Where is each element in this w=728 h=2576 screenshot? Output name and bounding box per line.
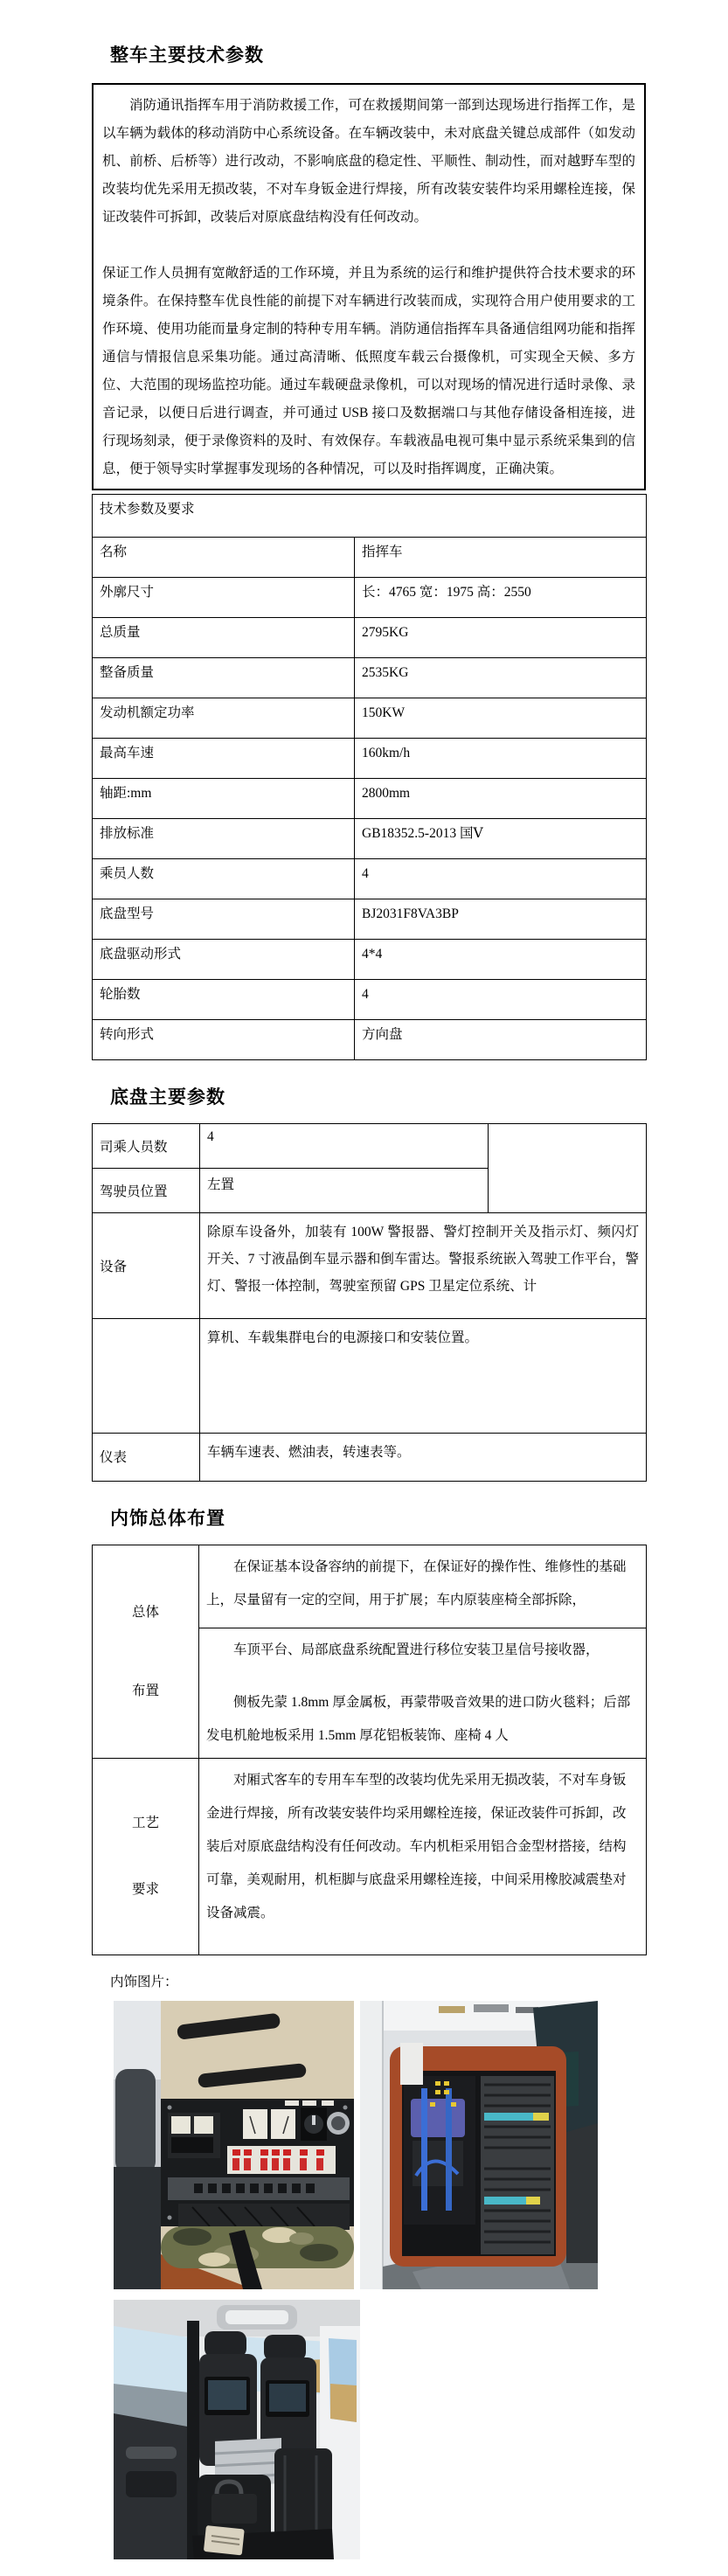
table-row — [93, 859, 647, 899]
table-row — [93, 739, 647, 779]
table-row — [93, 899, 647, 940]
layout-row2-text-2: 侧板先蒙 1.8mm 厚金属板，再蒙带吸音效果的进口防火毯料；后部发电机舱地板采用 1.5mm 厚花铝板装饰、座椅 4 人 — [206, 1695, 631, 1743]
chassis-params-table — [92, 1123, 647, 1482]
param-label-cell: 名称 — [93, 538, 355, 578]
table-row — [93, 698, 647, 739]
param-value-cell: 2800mm — [355, 779, 647, 819]
layout-label-line1: 总体 — [131, 1604, 159, 1620]
param-value-cell: 指挥车 — [355, 538, 647, 578]
param-value-cell: 160km/h — [355, 739, 647, 779]
layout-value-cell — [199, 1628, 647, 1759]
param-label-cell: 发动机额定功率 — [93, 698, 355, 739]
param-label-cell: 轴距:mm — [93, 779, 355, 819]
table-row — [93, 658, 647, 698]
table-row — [93, 779, 647, 819]
intro-paragraph-2: 保证工作人员拥有宽敞舒适的工作环境，并且为系统的运行和维护提供符合技术要求的环境条件。在保持整车优良性能的前提下对车辆进行改装而成，实现符合用户使用要求的工作环境、使用功能而量身定制的特种专用车辆。消防通信指挥车具备通信组网功能和指挥通信与情报信息采集功能。通过高清晰、低照度车载云台摄像机，可实现全天候、多方位、大范围的现场监控功能。通过车载硬盘录像机，可以对现场的情况进行适时录像、录音记录，以便日后进行调查，并可通过 USB 接口及数据端口与其他存储设备相连接，进行现场刻录，便于录像资料的及时、有效保存。车载液晶电视可集中显示系统采集到的信息，便于领导实时掌握事发现场的各种情况，可以及时指挥调度，正确决策。 — [102, 266, 635, 476]
table-row — [93, 1124, 647, 1169]
param-label-cell: 底盘型号 — [93, 899, 355, 940]
param-value-cell: 左置 — [200, 1169, 489, 1213]
craft-label-line2: 要求 — [131, 1882, 159, 1897]
param-value-cell: 除原车设备外，加装有 100W 警报器、警灯控制开关及指示灯、频闪灯开关、7 寸液晶倒车显示器和倒车雷达。警报系统嵌入驾驶工作平台，警灯、警报一体控制，驾驶室预留 GPS 卫星定位系统、计 — [200, 1213, 647, 1319]
intro-paragraph-1: 消防通讯指挥车用于消防救援工作，可在救援期间第一部到达现场进行指挥工作，是以车辆为载体的移动消防中心系统设备。在车辆改装中，未对底盘关键总成部件（如发动机、前桥、后桥等）进行改动，不影响底盘的稳定性、平顺性、制动性，而对越野车型的改装均优先采用无损改装，不对车身钣金进行焊接，所有改装安装件均采用螺栓连接，保证改装件可拆卸，改装后对原底盘结构没有任何改动。 — [102, 98, 635, 225]
photo-row-2 — [114, 2300, 728, 2559]
table-row — [93, 1434, 647, 1482]
param-label-cell: 排放标准 — [93, 819, 355, 859]
section3-title: 内饰总体布置 — [110, 1508, 225, 1529]
empty-cell — [489, 1124, 647, 1213]
param-value-cell: 算机、车载集群电台的电源接口和安装位置。 — [200, 1319, 647, 1434]
param-value-cell: 车辆车速表、燃油表，转速表等。 — [200, 1434, 647, 1482]
empty-label-cell — [93, 1319, 200, 1434]
vehicle-interior-control-panel-photo — [114, 2001, 354, 2289]
interior-layout-table — [92, 1545, 647, 1955]
layout-label-cell — [93, 1545, 199, 1759]
craft-value-cell — [199, 1759, 647, 1955]
table-row — [93, 1213, 647, 1319]
table-row — [93, 1759, 647, 1955]
table-row — [93, 1319, 647, 1434]
photo-row-1 — [114, 2001, 728, 2289]
param-label-cell: 总质量 — [93, 618, 355, 658]
vehicle-rear-seats-photo — [114, 2300, 360, 2559]
tech-params-table-header: 技术参数及要求 — [93, 495, 647, 538]
craft-label-cell — [93, 1759, 199, 1955]
param-label-cell: 乘员人数 — [93, 859, 355, 899]
table-row — [93, 1545, 647, 1628]
param-label-cell: 外廓尺寸 — [93, 578, 355, 618]
param-value-cell: 4*4 — [355, 940, 647, 980]
param-label-cell: 底盘驱动形式 — [93, 940, 355, 980]
table-row — [93, 819, 647, 859]
param-value-cell: 4 — [200, 1124, 489, 1169]
table-header-row — [93, 495, 647, 538]
vehicle-equipment-rack-photo — [360, 2001, 598, 2289]
photos-section-label: 内饰图片： — [110, 1975, 178, 1989]
table-row — [93, 980, 647, 1020]
param-value-cell: 150KW — [355, 698, 647, 739]
table-row — [93, 940, 647, 980]
param-value-cell: GB18352.5-2013 国Ⅴ — [355, 819, 647, 859]
table-row — [93, 1020, 647, 1060]
param-value-cell: 2795KG — [355, 618, 647, 658]
param-label-cell: 整备质量 — [93, 658, 355, 698]
layout-value-cell — [199, 1545, 647, 1628]
table-row — [93, 618, 647, 658]
param-value-cell: BJ2031F8VA3BP — [355, 899, 647, 940]
layout-row1-text: 在保证基本设备容纳的前提下，在保证好的操作性、维修性的基础上，尽量留有一定的空间，用于扩展；车内原装座椅全部拆除， — [206, 1559, 627, 1607]
section2-title: 底盘主要参数 — [110, 1087, 225, 1107]
param-label-cell: 仪表 — [93, 1434, 200, 1482]
param-value-cell: 4 — [355, 980, 647, 1020]
craft-label-line1: 工艺 — [131, 1816, 159, 1830]
param-value-cell: 方向盘 — [355, 1020, 647, 1060]
tech-params-table — [92, 494, 647, 1060]
param-label-cell: 司乘人员数 — [93, 1124, 200, 1169]
intro-text-box — [92, 83, 646, 490]
param-value-cell: 4 — [355, 859, 647, 899]
craft-text: 对厢式客车的专用车车型的改装均优先采用无损改装，不对车身钣金进行焊接，所有改装安装件均采用螺栓连接，保证改装件可拆卸，改装后对原底盘结构没有任何改动。车内机柜采用铝合金型材搭接，结构可靠，美观耐用，机柜脚与底盘采用螺栓连接，中间采用橡胶减震垫对设备减震。 — [206, 1773, 627, 1920]
layout-row2-text-1: 车顶平台、局部底盘系统配置进行移位安装卫星信号接收器， — [233, 1642, 600, 1657]
param-label-cell: 轮胎数 — [93, 980, 355, 1020]
param-label-cell: 最高车速 — [93, 739, 355, 779]
param-label-cell: 设备 — [93, 1213, 200, 1319]
param-value-cell: 2535KG — [355, 658, 647, 698]
param-label-cell: 驾驶员位置 — [93, 1169, 200, 1213]
section1-title: 整车主要技术参数 — [110, 45, 264, 66]
table-row — [93, 538, 647, 578]
table-row — [93, 578, 647, 618]
param-value-cell: 长：4765 宽：1975 高：2550 — [355, 578, 647, 618]
layout-label-line2: 布置 — [131, 1683, 159, 1698]
param-label-cell: 转向形式 — [93, 1020, 355, 1060]
